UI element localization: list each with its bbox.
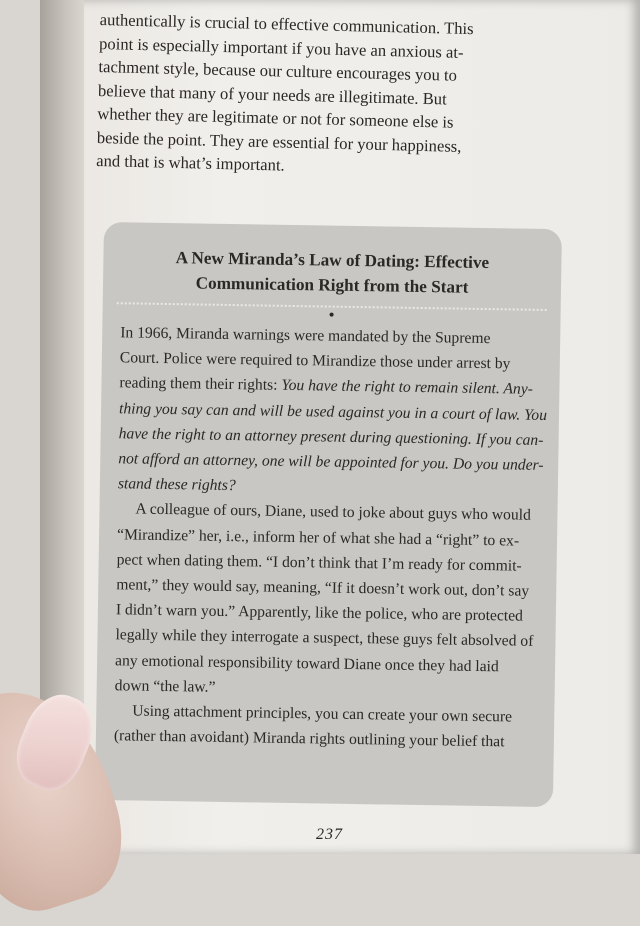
- body-line: point is especially important if you have an anxious at-: [98, 33, 464, 62]
- body-line: tachment style, because our culture encourages you to: [98, 56, 458, 85]
- divider-dot: [330, 313, 334, 317]
- sidebar-title-line: A New Miranda’s Law of Dating: Effective: [175, 248, 490, 273]
- sidebar-line: Using attachment principles, you can create your own secure: [132, 702, 513, 726]
- page-number: 237: [316, 826, 343, 843]
- sidebar-line: legally while they interrogate a suspect, these guys felt absolved of: [115, 626, 534, 651]
- sidebar-line: In 1966, Miranda warnings were mandated by the Supreme: [120, 324, 491, 348]
- body-line: believe that many of your needs are illegitimate. But: [97, 80, 447, 108]
- sidebar-line: I didn’t warn you.” Apparently, like the police, who are protected: [115, 601, 524, 625]
- sidebar-line: stand these rights?: [117, 475, 236, 495]
- sidebar-box: [95, 222, 562, 807]
- sidebar-line: “Mirandize” her, i.e., inform her of what she had a “right” to ex-: [116, 525, 520, 550]
- sidebar-line: A colleague of ours, Diane, used to joke about guys who would: [135, 500, 531, 525]
- sidebar-line: ment,” they would say, meaning, “If it doesn’t work out, don’t say: [116, 576, 530, 600]
- body-line: and that is what’s important.: [96, 150, 285, 175]
- sidebar-line: any emotional responsibility toward Diane once they had laid: [114, 651, 499, 675]
- sidebar-line: thing you say can and will be used against you in a court of law. You: [118, 399, 548, 424]
- sidebar-line: have the right to an attorney present during questioning. If you can-: [118, 425, 544, 449]
- body-text: [96, 8, 550, 183]
- sidebar-line: reading them their rights: You have the right to remain silent. Any-: [119, 374, 534, 399]
- sidebar-line: (rather than avoidant) Miranda rights outlining your belief that: [113, 727, 505, 751]
- sidebar-line: not afford an attorney, one will be appointed for you. Do you under-: [118, 450, 544, 474]
- sidebar-line: Court. Police were required to Mirandize those under arrest by: [119, 349, 511, 373]
- sidebar-line: down “the law.”: [114, 677, 216, 696]
- sidebar-title-line: Communication Right from the Start: [195, 273, 469, 297]
- sidebar-title: [103, 244, 562, 301]
- body-line: beside the point. They are essential for your happiness,: [96, 127, 462, 156]
- body-line: whether they are legitimate or not for someone else is: [97, 103, 454, 132]
- sidebar-line: pect when dating them. “I don’t think that I’m ready for commit-: [116, 551, 522, 575]
- sidebar-body: [96, 310, 561, 756]
- body-line: authentically is crucial to effective communication. This: [99, 9, 474, 39]
